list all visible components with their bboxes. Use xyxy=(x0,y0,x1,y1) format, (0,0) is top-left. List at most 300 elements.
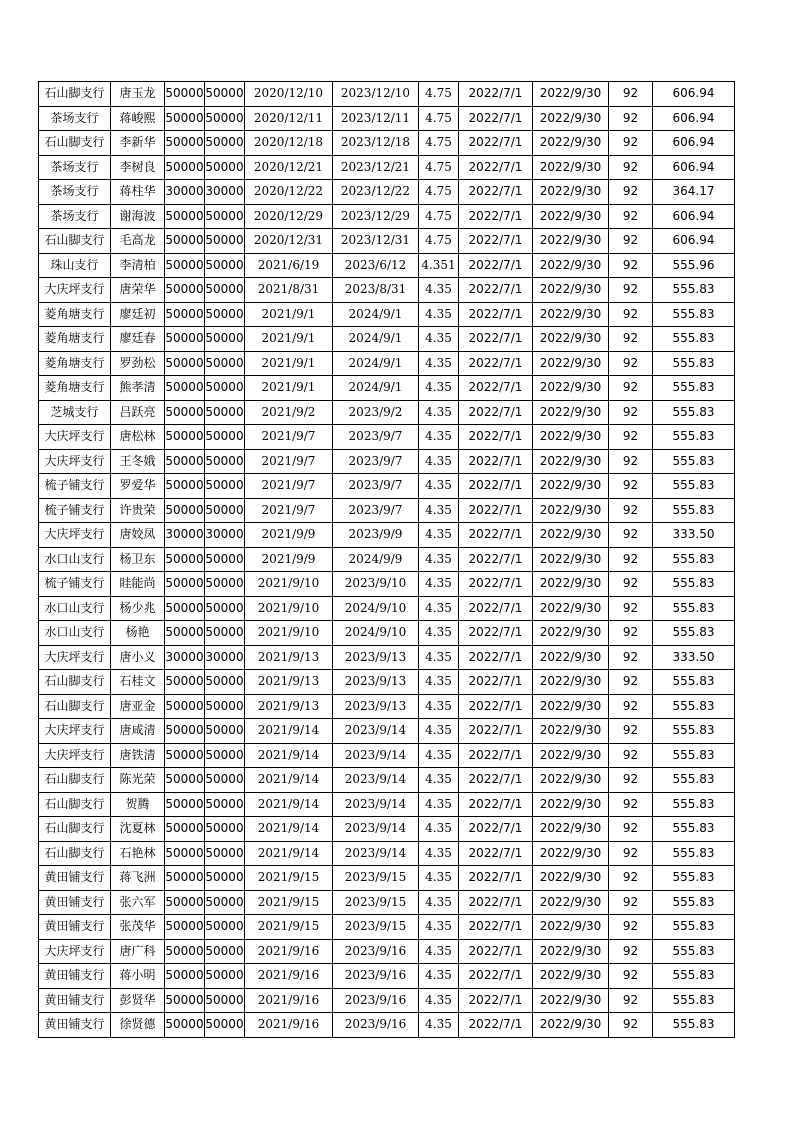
name-cell: 唐铁清 xyxy=(111,743,165,768)
table-row xyxy=(39,253,735,278)
name-cell: 廖廷初 xyxy=(111,302,165,327)
balance-cell: 50000 xyxy=(205,327,245,352)
interest-cell: 555.83 xyxy=(653,939,735,964)
balance-cell: 50000 xyxy=(205,155,245,180)
period-start-cell: 2022/7/1 xyxy=(459,964,533,989)
name-cell: 陈光荣 xyxy=(111,768,165,793)
name-cell: 沈夏林 xyxy=(111,817,165,842)
interest-cell: 364.17 xyxy=(653,180,735,205)
end-date-cell: 2023/9/14 xyxy=(333,841,419,866)
table-row xyxy=(39,204,735,229)
interest-cell: 555.83 xyxy=(653,327,735,352)
loan-amount-cell: 50000 xyxy=(165,82,205,107)
period-end-cell: 2022/9/30 xyxy=(533,596,609,621)
name-cell: 蒋小明 xyxy=(111,964,165,989)
period-end-cell: 2022/9/30 xyxy=(533,988,609,1013)
period-end-cell: 2022/9/30 xyxy=(533,302,609,327)
days-cell: 92 xyxy=(609,645,653,670)
end-date-cell: 2023/12/21 xyxy=(333,155,419,180)
table-row xyxy=(39,547,735,572)
name-cell: 唐姣凤 xyxy=(111,523,165,548)
loan-amount-cell: 50000 xyxy=(165,253,205,278)
period-end-cell: 2022/9/30 xyxy=(533,621,609,646)
end-date-cell: 2023/6/12 xyxy=(333,253,419,278)
rate-cell: 4.35 xyxy=(419,400,459,425)
balance-cell: 50000 xyxy=(205,719,245,744)
balance-cell: 50000 xyxy=(205,841,245,866)
days-cell: 92 xyxy=(609,621,653,646)
start-date-cell: 2021/9/2 xyxy=(245,400,333,425)
branch-cell: 茶场支行 xyxy=(39,106,111,131)
branch-cell: 黄田铺支行 xyxy=(39,988,111,1013)
period-end-cell: 2022/9/30 xyxy=(533,376,609,401)
name-cell: 石桂文 xyxy=(111,670,165,695)
branch-cell: 石山脚支行 xyxy=(39,131,111,156)
branch-cell: 茶场支行 xyxy=(39,180,111,205)
branch-cell: 大庆坪支行 xyxy=(39,939,111,964)
interest-cell: 555.83 xyxy=(653,449,735,474)
name-cell: 吕跃亮 xyxy=(111,400,165,425)
branch-cell: 茶场支行 xyxy=(39,204,111,229)
interest-cell: 555.83 xyxy=(653,572,735,597)
balance-cell: 50000 xyxy=(205,547,245,572)
days-cell: 92 xyxy=(609,988,653,1013)
table-row xyxy=(39,817,735,842)
period-end-cell: 2022/9/30 xyxy=(533,327,609,352)
balance-cell: 50000 xyxy=(205,988,245,1013)
end-date-cell: 2023/9/7 xyxy=(333,498,419,523)
loan-amount-cell: 50000 xyxy=(165,155,205,180)
branch-cell: 大庆坪支行 xyxy=(39,645,111,670)
start-date-cell: 2021/9/14 xyxy=(245,817,333,842)
days-cell: 92 xyxy=(609,498,653,523)
end-date-cell: 2023/9/7 xyxy=(333,425,419,450)
balance-cell: 50000 xyxy=(205,131,245,156)
rate-cell: 4.35 xyxy=(419,596,459,621)
interest-cell: 555.83 xyxy=(653,670,735,695)
period-start-cell: 2022/7/1 xyxy=(459,547,533,572)
period-start-cell: 2022/7/1 xyxy=(459,449,533,474)
period-end-cell: 2022/9/30 xyxy=(533,915,609,940)
interest-cell: 555.83 xyxy=(653,890,735,915)
period-start-cell: 2022/7/1 xyxy=(459,1013,533,1038)
rate-cell: 4.35 xyxy=(419,964,459,989)
name-cell: 谢海波 xyxy=(111,204,165,229)
interest-cell: 555.83 xyxy=(653,302,735,327)
loan-amount-cell: 50000 xyxy=(165,106,205,131)
days-cell: 92 xyxy=(609,327,653,352)
branch-cell: 大庆坪支行 xyxy=(39,743,111,768)
period-end-cell: 2022/9/30 xyxy=(533,768,609,793)
rate-cell: 4.35 xyxy=(419,621,459,646)
end-date-cell: 2024/9/1 xyxy=(333,351,419,376)
branch-cell: 黄田铺支行 xyxy=(39,866,111,891)
end-date-cell: 2023/9/9 xyxy=(333,523,419,548)
interest-cell: 606.94 xyxy=(653,106,735,131)
period-start-cell: 2022/7/1 xyxy=(459,621,533,646)
table-row xyxy=(39,645,735,670)
period-end-cell: 2022/9/30 xyxy=(533,939,609,964)
end-date-cell: 2024/9/1 xyxy=(333,302,419,327)
balance-cell: 50000 xyxy=(205,792,245,817)
branch-cell: 水口山支行 xyxy=(39,547,111,572)
balance-cell: 50000 xyxy=(205,253,245,278)
end-date-cell: 2023/9/7 xyxy=(333,449,419,474)
interest-cell: 606.94 xyxy=(653,229,735,254)
balance-cell: 50000 xyxy=(205,351,245,376)
name-cell: 唐咸清 xyxy=(111,719,165,744)
end-date-cell: 2023/12/31 xyxy=(333,229,419,254)
name-cell: 唐松林 xyxy=(111,425,165,450)
period-end-cell: 2022/9/30 xyxy=(533,351,609,376)
balance-cell: 30000 xyxy=(205,180,245,205)
days-cell: 92 xyxy=(609,425,653,450)
table-row xyxy=(39,1013,735,1038)
days-cell: 92 xyxy=(609,572,653,597)
branch-cell: 石山脚支行 xyxy=(39,792,111,817)
interest-cell: 555.83 xyxy=(653,596,735,621)
rate-cell: 4.35 xyxy=(419,988,459,1013)
start-date-cell: 2021/9/15 xyxy=(245,915,333,940)
period-end-cell: 2022/9/30 xyxy=(533,425,609,450)
days-cell: 92 xyxy=(609,278,653,303)
period-end-cell: 2022/9/30 xyxy=(533,866,609,891)
end-date-cell: 2024/9/1 xyxy=(333,376,419,401)
table-row xyxy=(39,939,735,964)
loan-amount-cell: 50000 xyxy=(165,572,205,597)
loan-amount-cell: 50000 xyxy=(165,621,205,646)
table-row xyxy=(39,988,735,1013)
table-row xyxy=(39,621,735,646)
period-start-cell: 2022/7/1 xyxy=(459,988,533,1013)
loan-amount-cell: 30000 xyxy=(165,645,205,670)
name-cell: 徐贤德 xyxy=(111,1013,165,1038)
start-date-cell: 2021/9/14 xyxy=(245,743,333,768)
end-date-cell: 2023/9/14 xyxy=(333,768,419,793)
period-end-cell: 2022/9/30 xyxy=(533,106,609,131)
period-start-cell: 2022/7/1 xyxy=(459,817,533,842)
end-date-cell: 2023/9/15 xyxy=(333,890,419,915)
start-date-cell: 2020/12/22 xyxy=(245,180,333,205)
start-date-cell: 2021/9/1 xyxy=(245,302,333,327)
start-date-cell: 2021/9/13 xyxy=(245,645,333,670)
loan-amount-cell: 50000 xyxy=(165,204,205,229)
rate-cell: 4.35 xyxy=(419,841,459,866)
days-cell: 92 xyxy=(609,400,653,425)
days-cell: 92 xyxy=(609,449,653,474)
table-row xyxy=(39,792,735,817)
days-cell: 92 xyxy=(609,376,653,401)
days-cell: 92 xyxy=(609,743,653,768)
rate-cell: 4.35 xyxy=(419,351,459,376)
interest-cell: 606.94 xyxy=(653,82,735,107)
end-date-cell: 2024/9/1 xyxy=(333,327,419,352)
balance-cell: 30000 xyxy=(205,645,245,670)
branch-cell: 石山脚支行 xyxy=(39,817,111,842)
end-date-cell: 2023/9/16 xyxy=(333,964,419,989)
interest-cell: 606.94 xyxy=(653,155,735,180)
rate-cell: 4.35 xyxy=(419,743,459,768)
end-date-cell: 2024/9/10 xyxy=(333,621,419,646)
days-cell: 92 xyxy=(609,817,653,842)
days-cell: 92 xyxy=(609,866,653,891)
branch-cell: 石山脚支行 xyxy=(39,670,111,695)
start-date-cell: 2021/9/16 xyxy=(245,1013,333,1038)
period-start-cell: 2022/7/1 xyxy=(459,694,533,719)
loan-amount-cell: 50000 xyxy=(165,694,205,719)
table-row xyxy=(39,670,735,695)
name-cell: 王冬娥 xyxy=(111,449,165,474)
end-date-cell: 2023/12/10 xyxy=(333,82,419,107)
start-date-cell: 2021/9/15 xyxy=(245,890,333,915)
table-row xyxy=(39,596,735,621)
period-end-cell: 2022/9/30 xyxy=(533,694,609,719)
branch-cell: 石山脚支行 xyxy=(39,841,111,866)
start-date-cell: 2021/9/14 xyxy=(245,768,333,793)
loan-amount-cell: 50000 xyxy=(165,547,205,572)
balance-cell: 50000 xyxy=(205,670,245,695)
interest-cell: 555.83 xyxy=(653,351,735,376)
interest-cell: 555.83 xyxy=(653,817,735,842)
balance-cell: 50000 xyxy=(205,229,245,254)
period-start-cell: 2022/7/1 xyxy=(459,866,533,891)
period-end-cell: 2022/9/30 xyxy=(533,253,609,278)
balance-cell: 50000 xyxy=(205,939,245,964)
loan-amount-cell: 50000 xyxy=(165,131,205,156)
branch-cell: 菱角塘支行 xyxy=(39,376,111,401)
start-date-cell: 2021/9/7 xyxy=(245,498,333,523)
period-start-cell: 2022/7/1 xyxy=(459,841,533,866)
name-cell: 罗爱华 xyxy=(111,474,165,499)
interest-cell: 555.83 xyxy=(653,621,735,646)
end-date-cell: 2023/9/14 xyxy=(333,817,419,842)
rate-cell: 4.35 xyxy=(419,915,459,940)
days-cell: 92 xyxy=(609,939,653,964)
interest-cell: 333.50 xyxy=(653,645,735,670)
days-cell: 92 xyxy=(609,596,653,621)
start-date-cell: 2021/9/13 xyxy=(245,694,333,719)
days-cell: 92 xyxy=(609,253,653,278)
start-date-cell: 2021/9/16 xyxy=(245,988,333,1013)
branch-cell: 黄田铺支行 xyxy=(39,964,111,989)
rate-cell: 4.75 xyxy=(419,180,459,205)
interest-cell: 555.83 xyxy=(653,841,735,866)
table-row xyxy=(39,106,735,131)
branch-cell: 梳子铺支行 xyxy=(39,474,111,499)
period-start-cell: 2022/7/1 xyxy=(459,131,533,156)
loan-amount-cell: 30000 xyxy=(165,523,205,548)
balance-cell: 50000 xyxy=(205,498,245,523)
balance-cell: 50000 xyxy=(205,817,245,842)
period-start-cell: 2022/7/1 xyxy=(459,253,533,278)
name-cell: 眭能尚 xyxy=(111,572,165,597)
branch-cell: 梳子铺支行 xyxy=(39,572,111,597)
branch-cell: 石山脚支行 xyxy=(39,694,111,719)
period-start-cell: 2022/7/1 xyxy=(459,498,533,523)
loan-amount-cell: 50000 xyxy=(165,817,205,842)
table-row xyxy=(39,425,735,450)
start-date-cell: 2021/9/10 xyxy=(245,596,333,621)
name-cell: 唐荣华 xyxy=(111,278,165,303)
table-row xyxy=(39,915,735,940)
interest-cell: 606.94 xyxy=(653,204,735,229)
branch-cell: 芝城支行 xyxy=(39,400,111,425)
balance-cell: 50000 xyxy=(205,106,245,131)
period-start-cell: 2022/7/1 xyxy=(459,106,533,131)
end-date-cell: 2023/9/15 xyxy=(333,915,419,940)
loan-amount-cell: 50000 xyxy=(165,792,205,817)
rate-cell: 4.75 xyxy=(419,82,459,107)
end-date-cell: 2023/12/11 xyxy=(333,106,419,131)
rate-cell: 4.35 xyxy=(419,449,459,474)
table-row xyxy=(39,743,735,768)
period-end-cell: 2022/9/30 xyxy=(533,498,609,523)
balance-cell: 50000 xyxy=(205,425,245,450)
loan-interest-table xyxy=(38,81,735,1038)
loan-amount-cell: 50000 xyxy=(165,915,205,940)
days-cell: 92 xyxy=(609,768,653,793)
end-date-cell: 2023/12/29 xyxy=(333,204,419,229)
rate-cell: 4.35 xyxy=(419,719,459,744)
period-start-cell: 2022/7/1 xyxy=(459,302,533,327)
table-row xyxy=(39,180,735,205)
loan-amount-cell: 50000 xyxy=(165,670,205,695)
rate-cell: 4.35 xyxy=(419,792,459,817)
loan-amount-cell: 50000 xyxy=(165,229,205,254)
table-row xyxy=(39,890,735,915)
loan-amount-cell: 50000 xyxy=(165,841,205,866)
period-start-cell: 2022/7/1 xyxy=(459,645,533,670)
interest-cell: 555.83 xyxy=(653,278,735,303)
period-end-cell: 2022/9/30 xyxy=(533,180,609,205)
start-date-cell: 2020/12/21 xyxy=(245,155,333,180)
loan-amount-cell: 50000 xyxy=(165,327,205,352)
balance-cell: 50000 xyxy=(205,82,245,107)
balance-cell: 50000 xyxy=(205,474,245,499)
days-cell: 92 xyxy=(609,719,653,744)
days-cell: 92 xyxy=(609,670,653,695)
days-cell: 92 xyxy=(609,180,653,205)
rate-cell: 4.35 xyxy=(419,278,459,303)
period-start-cell: 2022/7/1 xyxy=(459,768,533,793)
balance-cell: 50000 xyxy=(205,302,245,327)
interest-cell: 606.94 xyxy=(653,131,735,156)
rate-cell: 4.35 xyxy=(419,425,459,450)
period-end-cell: 2022/9/30 xyxy=(533,449,609,474)
name-cell: 贺腾 xyxy=(111,792,165,817)
days-cell: 92 xyxy=(609,106,653,131)
interest-cell: 555.83 xyxy=(653,719,735,744)
loan-amount-cell: 50000 xyxy=(165,596,205,621)
loan-amount-cell: 50000 xyxy=(165,768,205,793)
end-date-cell: 2023/9/13 xyxy=(333,645,419,670)
table-row xyxy=(39,719,735,744)
start-date-cell: 2021/9/10 xyxy=(245,621,333,646)
period-end-cell: 2022/9/30 xyxy=(533,841,609,866)
loan-amount-cell: 50000 xyxy=(165,376,205,401)
rate-cell: 4.75 xyxy=(419,204,459,229)
branch-cell: 梳子铺支行 xyxy=(39,498,111,523)
interest-cell: 555.83 xyxy=(653,425,735,450)
table-row xyxy=(39,964,735,989)
start-date-cell: 2021/9/14 xyxy=(245,792,333,817)
end-date-cell: 2023/12/22 xyxy=(333,180,419,205)
name-cell: 杨少兆 xyxy=(111,596,165,621)
rate-cell: 4.35 xyxy=(419,670,459,695)
end-date-cell: 2023/9/10 xyxy=(333,572,419,597)
start-date-cell: 2021/9/14 xyxy=(245,719,333,744)
table-row xyxy=(39,523,735,548)
start-date-cell: 2021/9/15 xyxy=(245,866,333,891)
loan-amount-cell: 50000 xyxy=(165,890,205,915)
start-date-cell: 2021/9/10 xyxy=(245,572,333,597)
branch-cell: 茶场支行 xyxy=(39,155,111,180)
start-date-cell: 2021/8/31 xyxy=(245,278,333,303)
name-cell: 唐亚金 xyxy=(111,694,165,719)
name-cell: 彭贤华 xyxy=(111,988,165,1013)
start-date-cell: 2020/12/11 xyxy=(245,106,333,131)
period-start-cell: 2022/7/1 xyxy=(459,743,533,768)
days-cell: 92 xyxy=(609,155,653,180)
name-cell: 许贵荣 xyxy=(111,498,165,523)
rate-cell: 4.75 xyxy=(419,155,459,180)
period-start-cell: 2022/7/1 xyxy=(459,474,533,499)
period-start-cell: 2022/7/1 xyxy=(459,939,533,964)
period-start-cell: 2022/7/1 xyxy=(459,204,533,229)
period-end-cell: 2022/9/30 xyxy=(533,817,609,842)
table-row xyxy=(39,155,735,180)
days-cell: 92 xyxy=(609,523,653,548)
branch-cell: 黄田铺支行 xyxy=(39,915,111,940)
end-date-cell: 2023/9/16 xyxy=(333,988,419,1013)
branch-cell: 黄田铺支行 xyxy=(39,1013,111,1038)
balance-cell: 50000 xyxy=(205,1013,245,1038)
period-end-cell: 2022/9/30 xyxy=(533,719,609,744)
period-start-cell: 2022/7/1 xyxy=(459,229,533,254)
balance-cell: 50000 xyxy=(205,866,245,891)
start-date-cell: 2021/9/9 xyxy=(245,547,333,572)
interest-cell: 555.83 xyxy=(653,988,735,1013)
end-date-cell: 2023/9/7 xyxy=(333,474,419,499)
name-cell: 杨艳 xyxy=(111,621,165,646)
days-cell: 92 xyxy=(609,1013,653,1038)
balance-cell: 50000 xyxy=(205,743,245,768)
name-cell: 唐广科 xyxy=(111,939,165,964)
balance-cell: 50000 xyxy=(205,964,245,989)
branch-cell: 黄田铺支行 xyxy=(39,890,111,915)
interest-cell: 555.83 xyxy=(653,866,735,891)
loan-amount-cell: 50000 xyxy=(165,988,205,1013)
balance-cell: 50000 xyxy=(205,915,245,940)
rate-cell: 4.35 xyxy=(419,768,459,793)
name-cell: 罗劲松 xyxy=(111,351,165,376)
period-start-cell: 2022/7/1 xyxy=(459,278,533,303)
balance-cell: 50000 xyxy=(205,400,245,425)
rate-cell: 4.35 xyxy=(419,1013,459,1038)
period-end-cell: 2022/9/30 xyxy=(533,229,609,254)
days-cell: 92 xyxy=(609,204,653,229)
days-cell: 92 xyxy=(609,792,653,817)
period-start-cell: 2022/7/1 xyxy=(459,523,533,548)
period-end-cell: 2022/9/30 xyxy=(533,964,609,989)
interest-cell: 555.83 xyxy=(653,792,735,817)
rate-cell: 4.35 xyxy=(419,694,459,719)
end-date-cell: 2023/12/18 xyxy=(333,131,419,156)
start-date-cell: 2020/12/29 xyxy=(245,204,333,229)
days-cell: 92 xyxy=(609,229,653,254)
branch-cell: 大庆坪支行 xyxy=(39,425,111,450)
balance-cell: 50000 xyxy=(205,278,245,303)
